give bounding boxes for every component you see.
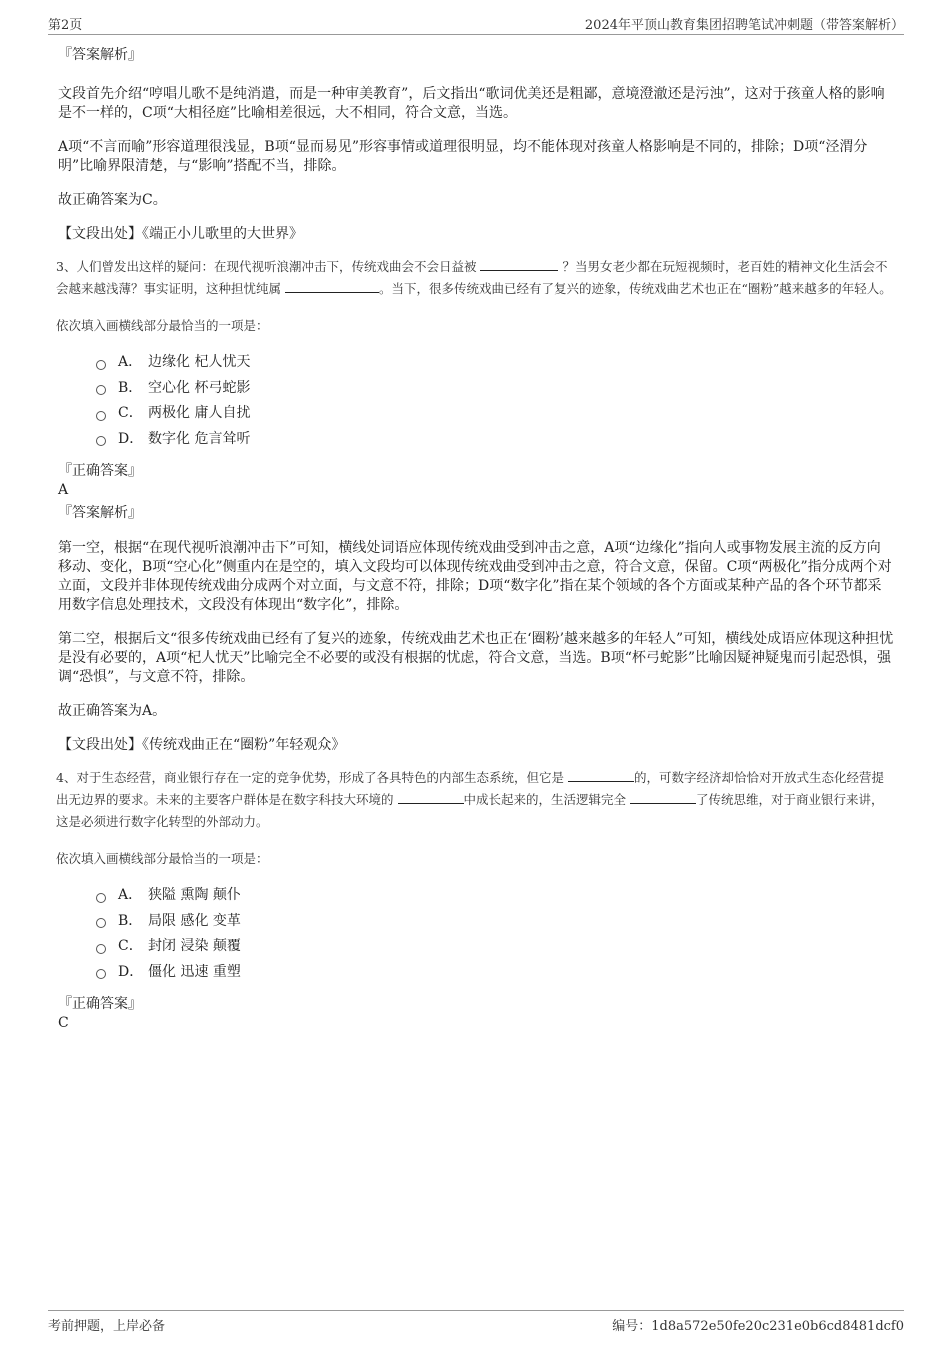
footer-slogan: 考前押题，上岸必备 <box>48 1319 166 1334</box>
answer-conclusion: 故正确答案为C。 <box>58 192 167 208</box>
option-list <box>96 883 894 985</box>
radio-icon[interactable] <box>96 411 106 421</box>
option-d[interactable]: D． 僵化 迅速 重塑 <box>96 960 894 986</box>
correct-answer-label: 『正确答案』 <box>58 996 142 1012</box>
option-b[interactable]: B． 空心化 杯弓蛇影 <box>96 376 894 402</box>
radio-icon[interactable] <box>96 360 106 370</box>
source-citation: 【文段出处】《端正小儿歌里的大世界》 <box>58 226 303 242</box>
fill-blank <box>568 769 634 782</box>
question-instruction: 依次填入画横线部分最恰当的一项是： <box>56 318 269 333</box>
analysis-paragraph: A项“不言而喻”形容道理很浅显，B项“显而易见”形容事情或道理很明显，均不能体现对孩童人格影响是不同的，排除；D项“泾渭分明”比喻界限清楚，与“影响”搭配不当，排除。 <box>58 139 868 174</box>
fill-blank <box>480 258 558 271</box>
fill-blank <box>630 791 696 804</box>
option-list <box>96 350 894 452</box>
option-c[interactable]: C． 两极化 庸人自扰 <box>96 401 894 427</box>
radio-icon[interactable] <box>96 944 106 954</box>
analysis-paragraph: 第二空，根据后文“很多传统戏曲已经有了复兴的迹象，传统戏曲艺术也正在‘圈粉’越来越多的年轻人”可知，横线处成语应体现这种担忧是没有必要的，A项“杞人忧天”比喻完全不必要的或没有根据的忧虑，符合文意，当选。B项“杯弓蛇影”比喻因疑神疑鬼而引起恐惧，强调“恐惧”，与文意不符，排除。 <box>58 631 894 685</box>
radio-icon[interactable] <box>96 385 106 395</box>
radio-icon[interactable] <box>96 969 106 979</box>
correct-answer: C <box>58 1015 69 1031</box>
document-id: 编号：1d8a572e50fe20c231e0b6cd8481dcf0 <box>612 1319 904 1334</box>
correct-answer-label: 『正确答案』 <box>58 463 142 479</box>
analysis-paragraph: 文段首先介绍“哼唱儿歌不是纯消遣，而是一种审美教育”，后文指出“歌词优美还是粗鄙，意境澄澈还是污浊”，这对于孩童人格的影响是不一样的，C项“大相径庭”比喻相差很远，大不相同，符合文意，当选。 <box>58 86 885 121</box>
analysis-label: 『答案解析』 <box>58 505 142 521</box>
correct-answer: A <box>58 482 69 498</box>
page-number: 第2页 <box>48 18 83 33</box>
answer-conclusion: 故正确答案为A。 <box>58 703 167 719</box>
radio-icon[interactable] <box>96 893 106 903</box>
page-footer <box>48 1310 904 1334</box>
fill-blank <box>285 280 379 293</box>
radio-icon[interactable] <box>96 918 106 928</box>
question-stem: 3、人们曾发出这样的疑问：在现代视听浪潮冲击下，传统戏曲会不会日益被 ？当男女老少都在玩短视频时，老百姓的精神文化生活会不会越来越浅薄？事实证明，这种担忧纯属 。当下，很多传统戏曲已经有了复兴的迹象，传统戏曲艺术也正在“圈粉”越来越多的年轻人。 <box>56 259 892 296</box>
document-body <box>56 46 894 1037</box>
fill-blank <box>398 791 464 804</box>
question-stem: 4、对于生态经营，商业银行存在一定的竞争优势，形成了各具特色的内部生态系统，但它是 的，可数字经济却恰恰对开放式生态化经营提出无边界的要求。未来的主要客户群体是在数字科技大环境的 中成长起来的，生活逻辑完全 了传统思维，对于商业银行来讲，这是必须进行数字化转型的外部动力。 <box>56 770 884 829</box>
option-b[interactable]: B． 局限 感化 变革 <box>96 909 894 935</box>
document-title: 2024年平顶山教育集团招聘笔试冲刺题（带答案解析） <box>584 18 904 33</box>
analysis-label: 『答案解析』 <box>58 47 142 63</box>
option-d[interactable]: D． 数字化 危言耸听 <box>96 427 894 453</box>
option-a[interactable]: A． 边缘化 杞人忧天 <box>96 350 894 376</box>
source-citation: 【文段出处】《传统戏曲正在“圈粉”年轻观众》 <box>58 737 346 753</box>
option-c[interactable]: C． 封闭 浸染 颠覆 <box>96 934 894 960</box>
option-a[interactable]: A． 狭隘 熏陶 颠仆 <box>96 883 894 909</box>
radio-icon[interactable] <box>96 436 106 446</box>
page-header <box>48 14 904 35</box>
question-instruction: 依次填入画横线部分最恰当的一项是： <box>56 851 269 866</box>
analysis-paragraph: 第一空，根据“在现代视听浪潮冲击下”可知，横线处词语应体现传统戏曲受到冲击之意，A项“边缘化”指向人或事物发展主流的反方向移动、变化，B项“空心化”侧重内在是空的，填入文段均可以体现传统戏曲受到冲击之意，符合文意，保留。C项“两极化”指分成两个对立面，文段并非体现传统戏曲分成两个对立面，与文意不符，排除；D项“数字化”指在某个领域的各个方面或某种产品的各个环节都采用数字信息处理技术，文段没有体现出“数字化”，排除。 <box>58 540 892 613</box>
